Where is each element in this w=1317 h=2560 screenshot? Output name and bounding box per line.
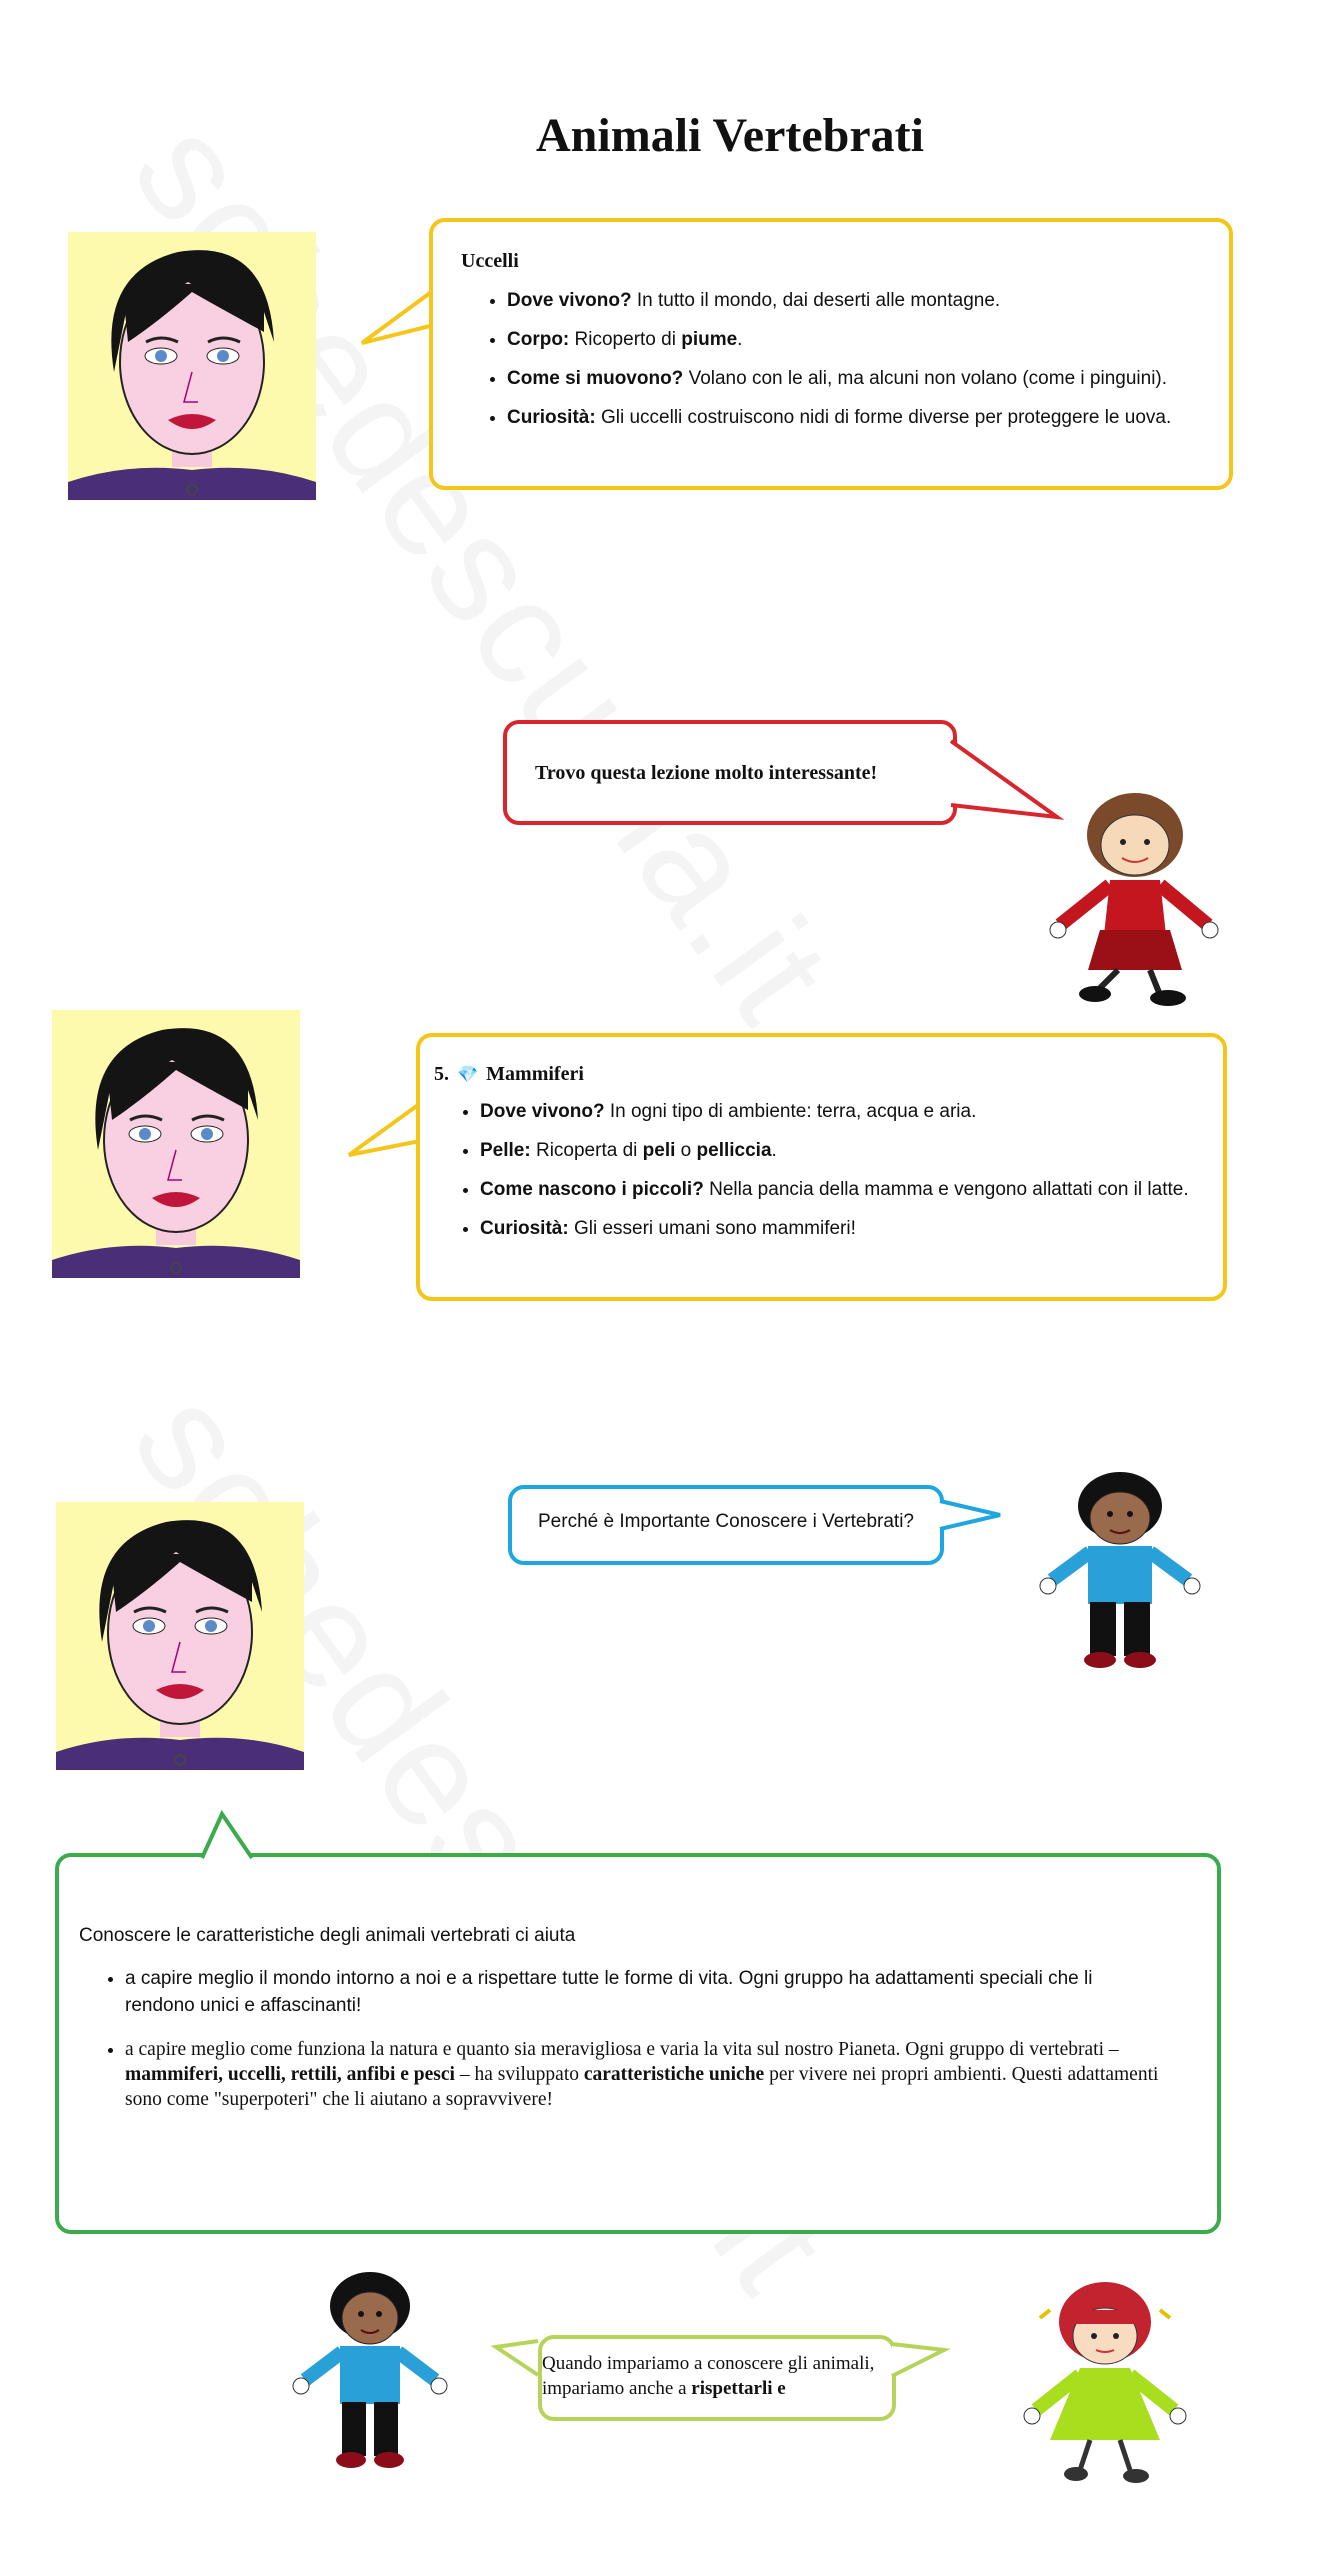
list-item: • Dove vivono? In ogni tipo di ambiente: terra, acqua e aria.: [480, 1098, 1195, 1125]
bubble-tail: [888, 2340, 948, 2380]
birds-heading: Uccelli: [461, 250, 519, 272]
final-bubble: [538, 2335, 896, 2421]
importance-bubble: [55, 1853, 1221, 2234]
bubble-tail: [192, 1812, 282, 1860]
girl-red-figure: [1040, 790, 1230, 1010]
mammals-bubble: [416, 1033, 1227, 1301]
final-text: Quando impariamo a conoscere gli animali, impariamo anche a rispettarli e: [542, 2353, 875, 2399]
teacher-portrait: [56, 1502, 304, 1770]
importance-list: [79, 1965, 1167, 2112]
list-item: • Dove vivono? In tutto il mondo, dai deserti alle montagne.: [507, 287, 1201, 314]
list-item: • Come nascono i piccoli? Nella pancia della mamma e vengono allattati con il latte.: [480, 1176, 1195, 1203]
birds-list: [461, 287, 1201, 431]
list-item: • Pelle: Ricoperta di peli o pelliccia.: [480, 1137, 1195, 1164]
bubble-tail: [360, 285, 440, 355]
list-item: • a capire meglio come funziona la natura e quanto sia meravigliosa e varia la vita sul nostro Pianeta. Ogni gruppo di vertebrati – mammiferi, uccelli, rettili, anfibi e pesci – ha sviluppato caratteristiche uniche per vivere nei propri ambienti. Questi adattamenti sono come "superpoteri" che li aiutano a sopravvivere!: [125, 2037, 1167, 2112]
importance-intro: Conoscere le caratteristiche degli animali vertebrati ci aiuta: [79, 1925, 576, 1946]
list-item: • Curiosità: Gli esseri umani sono mammiferi!: [480, 1215, 1195, 1242]
boy-blue-figure: [1030, 1468, 1210, 1678]
list-item: • Corpo: Ricoperto di piume.: [507, 326, 1201, 353]
mammals-list: [434, 1098, 1195, 1242]
mammals-title: Mammiferi: [486, 1063, 584, 1085]
list-item: • Curiosità: Gli uccelli costruiscono nidi di forme diverse per proteggere le uova.: [507, 404, 1201, 431]
list-item: • a capire meglio il mondo intorno a noi e a rispettare tutte le forme di vita. Ogni gruppo ha adattamenti speciali che li rendono unici e affascinanti!: [125, 1965, 1167, 2019]
girl-comment-bubble: [503, 720, 957, 825]
boy-blue-figure: [285, 2268, 455, 2478]
birds-bubble: [429, 218, 1233, 490]
boy-question-bubble: [508, 1485, 944, 1565]
bubble-tail: [492, 2335, 542, 2385]
girl-comment-text: Trovo questa lezione molto interessante!: [535, 762, 878, 784]
list-item: • Come si muovono? Volano con le ali, ma alcuni non volano (come i pinguini).: [507, 365, 1201, 392]
boy-question-text: Perché è Importante Conoscere i Vertebrati?: [538, 1511, 914, 1532]
bubble-tail: [936, 1495, 1006, 1535]
mammals-heading: [434, 1063, 1195, 1086]
teacher-portrait: [68, 232, 316, 500]
gem-icon: 💎: [457, 1065, 479, 1084]
girl-green-figure: [1010, 2280, 1200, 2490]
mammals-number: 5.: [434, 1063, 449, 1085]
page-title: Animali Vertebrati: [536, 109, 924, 162]
teacher-portrait: [52, 1010, 300, 1278]
